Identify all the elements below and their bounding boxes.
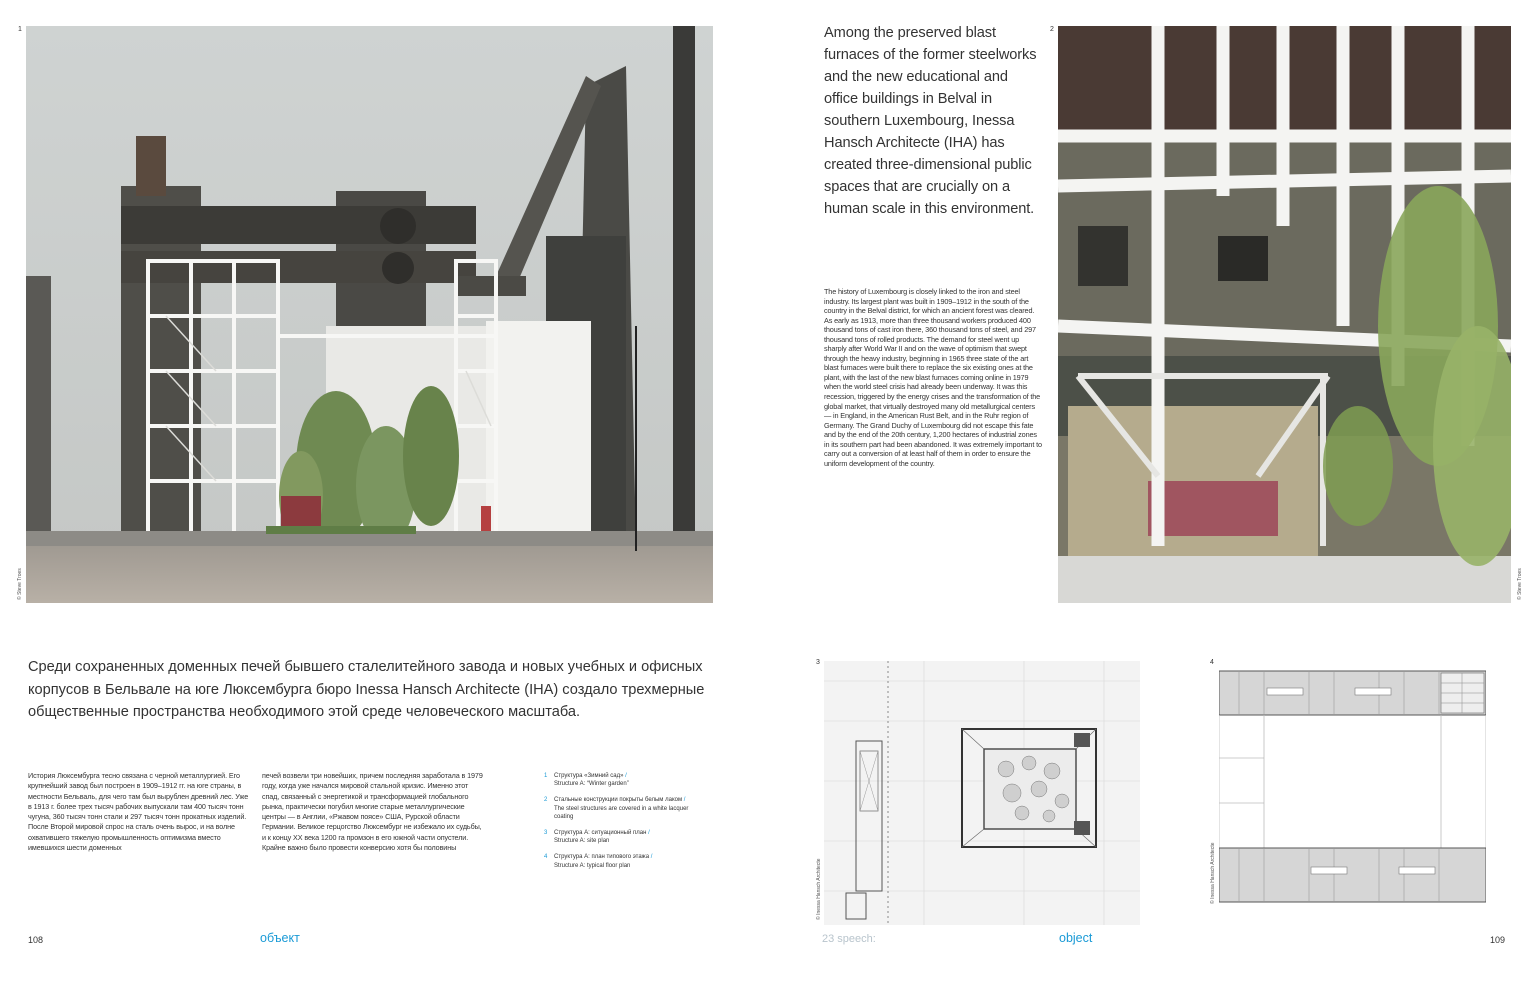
site-plan-drawing [824,661,1140,925]
photo-steelworks-structure [26,26,713,603]
caption-ru: Структура А: ситуационный план [554,830,647,837]
lead-paragraph-russian: Среди сохраненных доменных печей бывшего сталелитейного завода и новых учебных и офисных корпусов в Бельвале на юге Люксембурга бюро Inessa Hansch Architecte (IHA) создало трехмерные общественные пространства необходимого этой среде человеческого масштаба. [28,659,705,720]
body-text-russian-col1: История Люксембурга тесно связана с черной металлургией. Его крупнейший завод был построен в 1909–1912 гг. на юге страны, в местности Бельваль, для чего там был вырублен древний лес. Уже в 1913 г. более трех тысяч рабочих выпускали там 400 тысяч тонн чугуна, 360 тысяч тонн стали и 297 тысяч тонн прокатных изделий. После Второй мировой спрос на сталь очень вырос, и на волне охватившего тяжелую промышленность оптимизма вместо имевшихся шести доменных [28,771,249,853]
caption-en: Structure A: site plan [554,838,610,845]
caption-number: 2 [544,797,548,804]
caption-number: 1 [544,773,548,779]
page-number-left: 108 [28,935,44,945]
body-text-english: The history of Luxembourg is closely linked to the iron and steel industry. Its largest plant was built in 1909–1912 in the south of the country in the Belval district, for which an ancient forest was cleared. As early as 1913, more than three thousand workers produced 400 thousand tons of cast iron there, 360 thousand tons of steel, and 297 thousand tons of rolled products. The demand for steel went up sharply after World War II and on the wave of optimism that swept through the heavy industry, beginning in 1965 three state of the art blast furnaces were built there to replace the six existing ones at the plant, with the last of the new blast furnaces coming online in 1979 when the world steel crisis had already been underway. It was this recession, triggered by the energy crises and the transformation of the global market, that virtually destroyed many old metallurgical centers — in England, in the American Rust Belt, and in the Ruhr region of Germany. The Grand Duchy of Luxembourg did not escape this fate and by the end of the 20th century, 1,200 hectares of industrial zones in its southern part had been abandoned. It was extremely important to carry out a conversion of at least half of them in order to ensure the uniform development of the country. [824,287,1042,468]
caption-en: Structure A: “Winter garden” [554,781,629,788]
caption-item: 3 Структура А: ситуационный план / Structure A: site plan [544,830,650,845]
lead-paragraph-english: Among the preserved blast furnaces of the former steelworks and the new educational and office buildings in Belval in southern Luxembourg, Inessa Hansch Architecte (IHA) has created three-dimensional public spaces that are crucially on a human scale in this environment. [824,25,1037,217]
caption-item: 1 Структура «Зимний сад» / Structure A: “Winter garden” [544,773,629,788]
rubric-russian: объект [260,931,300,945]
figure-captions [544,772,709,878]
caption-number: 3 [544,830,548,837]
figure-4-number: 4 [1210,659,1214,666]
body-text-russian-col2: печей возвели три новейших, причем последняя заработала в 1979 году, когда уже начался мировой стальной кризис. Именно этот спад, связанный с энергетикой и трансформацией глобального рынка, практически погубил многие старые металлургические центры — в Англии, «Ржавом поясе» США, Рурской области Германии. Великое герцогство Люксембург не избежало их судьбы, и к концу XX века 1200 га промзон в его южной части опустели. Крайне важно было провести конверсию хотя бы половины [262,771,483,853]
figure-1-credit: © Steve Troes [17,568,23,600]
caption-item: 2 Стальные конструкции покрыты белым лаком / The steel structures are covered in a white lacquer coating [544,797,689,820]
page-number-right: 109 [1490,935,1506,945]
caption-item: 4 Структура А: план типового этажа / Structure A: typical floor plan [544,854,653,869]
floor-plan-drawing [1219,668,1486,904]
magazine-name: 23 speech: [822,933,876,945]
figure-1-number: 1 [18,26,22,33]
caption-number: 4 [544,854,548,861]
figure-3-number: 3 [816,659,820,666]
caption-en: The steel structures are covered in a white lacquer coating [554,805,689,820]
figure-2-number: 2 [1050,26,1054,33]
caption-ru: Структура А: план типового этажа [554,854,650,861]
rubric-english: object [1059,931,1093,945]
caption-en: Structure A: typical floor plan [554,862,631,869]
figure-3-credit: © Inessa Hansch Architecte [816,858,822,920]
figure-2-credit: © Steve Troes [1517,568,1523,600]
caption-ru: Структура «Зимний сад» [554,773,624,779]
photo-white-frame-closeup [1058,26,1511,603]
caption-ru: Стальные конструкции покрыты белым лаком [554,797,683,804]
figure-4-credit: © Inessa Hansch Architecte [1210,842,1216,904]
